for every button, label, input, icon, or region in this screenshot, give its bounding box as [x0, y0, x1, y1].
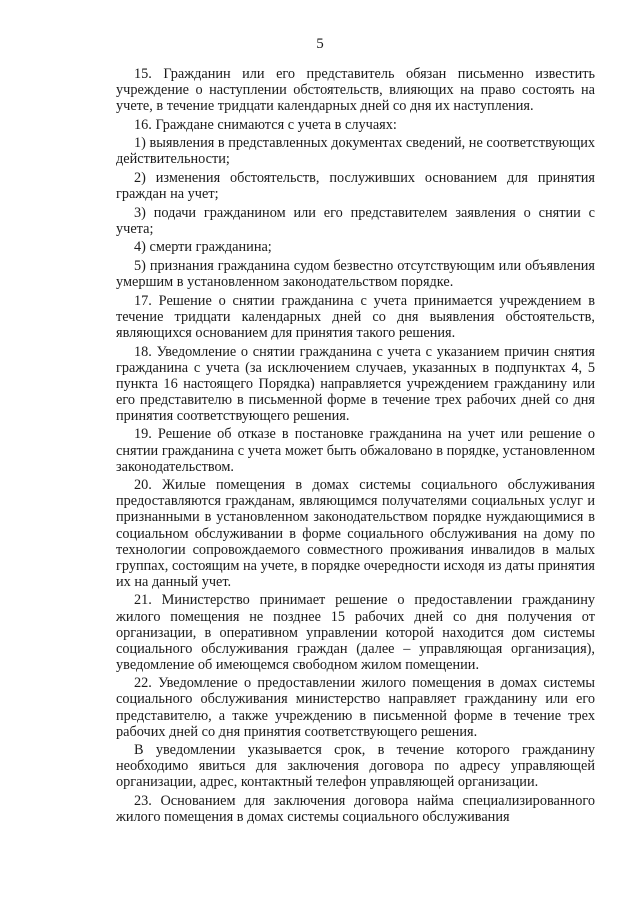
paragraph-21: 21. Министерство принимает решение о предоставлении гражданину жилого помещения не позднее 15 рабочих дней со дня получения от организации, в оперативном управлении которой находится дом системы социального обслуживания граждан (далее – управляющая организация), уведомление об имеющемся свободном жилом помещении.: [116, 592, 595, 673]
subitem-16-1: 1) выявления в представленных документах сведений, не соответствующих действительности;: [116, 135, 596, 168]
subitem-16-3: 3) подачи гражданином или его представителем заявления о снятии с учета;: [116, 204, 595, 237]
paragraph-22-notice: В уведомлении указывается срок, в течение которого гражданину необходимо явиться для заключения договора по адресу управляющей организации, адрес, контактный телефон управляющей организации.: [116, 742, 595, 791]
subitem-16-2: 2) изменения обстоятельств, послуживших основанием для принятия граждан на учет;: [116, 170, 595, 203]
subitem-16-5: 5) признания гражданина судом безвестно отсутствующим или объявления умершим в установленном законодательством порядке.: [116, 258, 595, 291]
paragraph-23: 23. Основанием для заключения договора найма специализированного жилого помещения в домах системы социального обслуживания: [116, 793, 595, 826]
paragraph-17: 17. Решение о снятии гражданина с учета принимается учреждением в течение тридцати календарных дней со дня выявления обстоятельств, являющихся основанием для принятия такого решения.: [116, 292, 595, 341]
subitem-16-4: 4) смерти гражданина;: [134, 239, 272, 256]
page-number: 5: [316, 36, 324, 52]
paragraph-22: 22. Уведомление о предоставлении жилого помещения в домах системы социального обслуживания министерство направляет гражданину или его представителю, а также учреждению в письменной форме в течение трех рабочих дней со дня принятия соответствующего решения.: [116, 675, 595, 740]
paragraph-15: 15. Гражданин или его представитель обязан письменно известить учреждение о наступлении обстоятельств, влияющих на право состоять на учете, в течение тридцати календарных дней со дня их наступления.: [116, 66, 595, 115]
paragraph-19: 19. Решение об отказе в постановке гражданина на учет или решение о снятии гражданина с учета может быть обжаловано в порядке, установленном законодательством.: [116, 426, 595, 475]
paragraph-18: 18. Уведомление о снятии гражданина с учета с указанием причин снятия гражданина с учета (за исключением случаев, указанных в подпунктах 4, 5 пункта 16 настоящего Порядка) направляется учреждением гражданину или его представителю в письменной форме в течение трех рабочих дней со дня принятия соответствующего решения.: [116, 343, 595, 424]
paragraph-16: 16. Граждане снимаются с учета в случаях:: [134, 116, 397, 133]
paragraph-20: 20. Жилые помещения в домах системы социального обслуживания предоставляются гражданам, являющимся получателями социальных услуг и признанными в установленном законодательством порядке нуждающимися в социальном обслуживании в форме социального обслуживания на дому по технологии сопровождаемого совместного проживания инвалидов в малых группах, состоящим на учете, в порядке очередности исходя из даты принятия их на данный учет.: [116, 477, 595, 590]
document-body: [116, 66, 595, 828]
